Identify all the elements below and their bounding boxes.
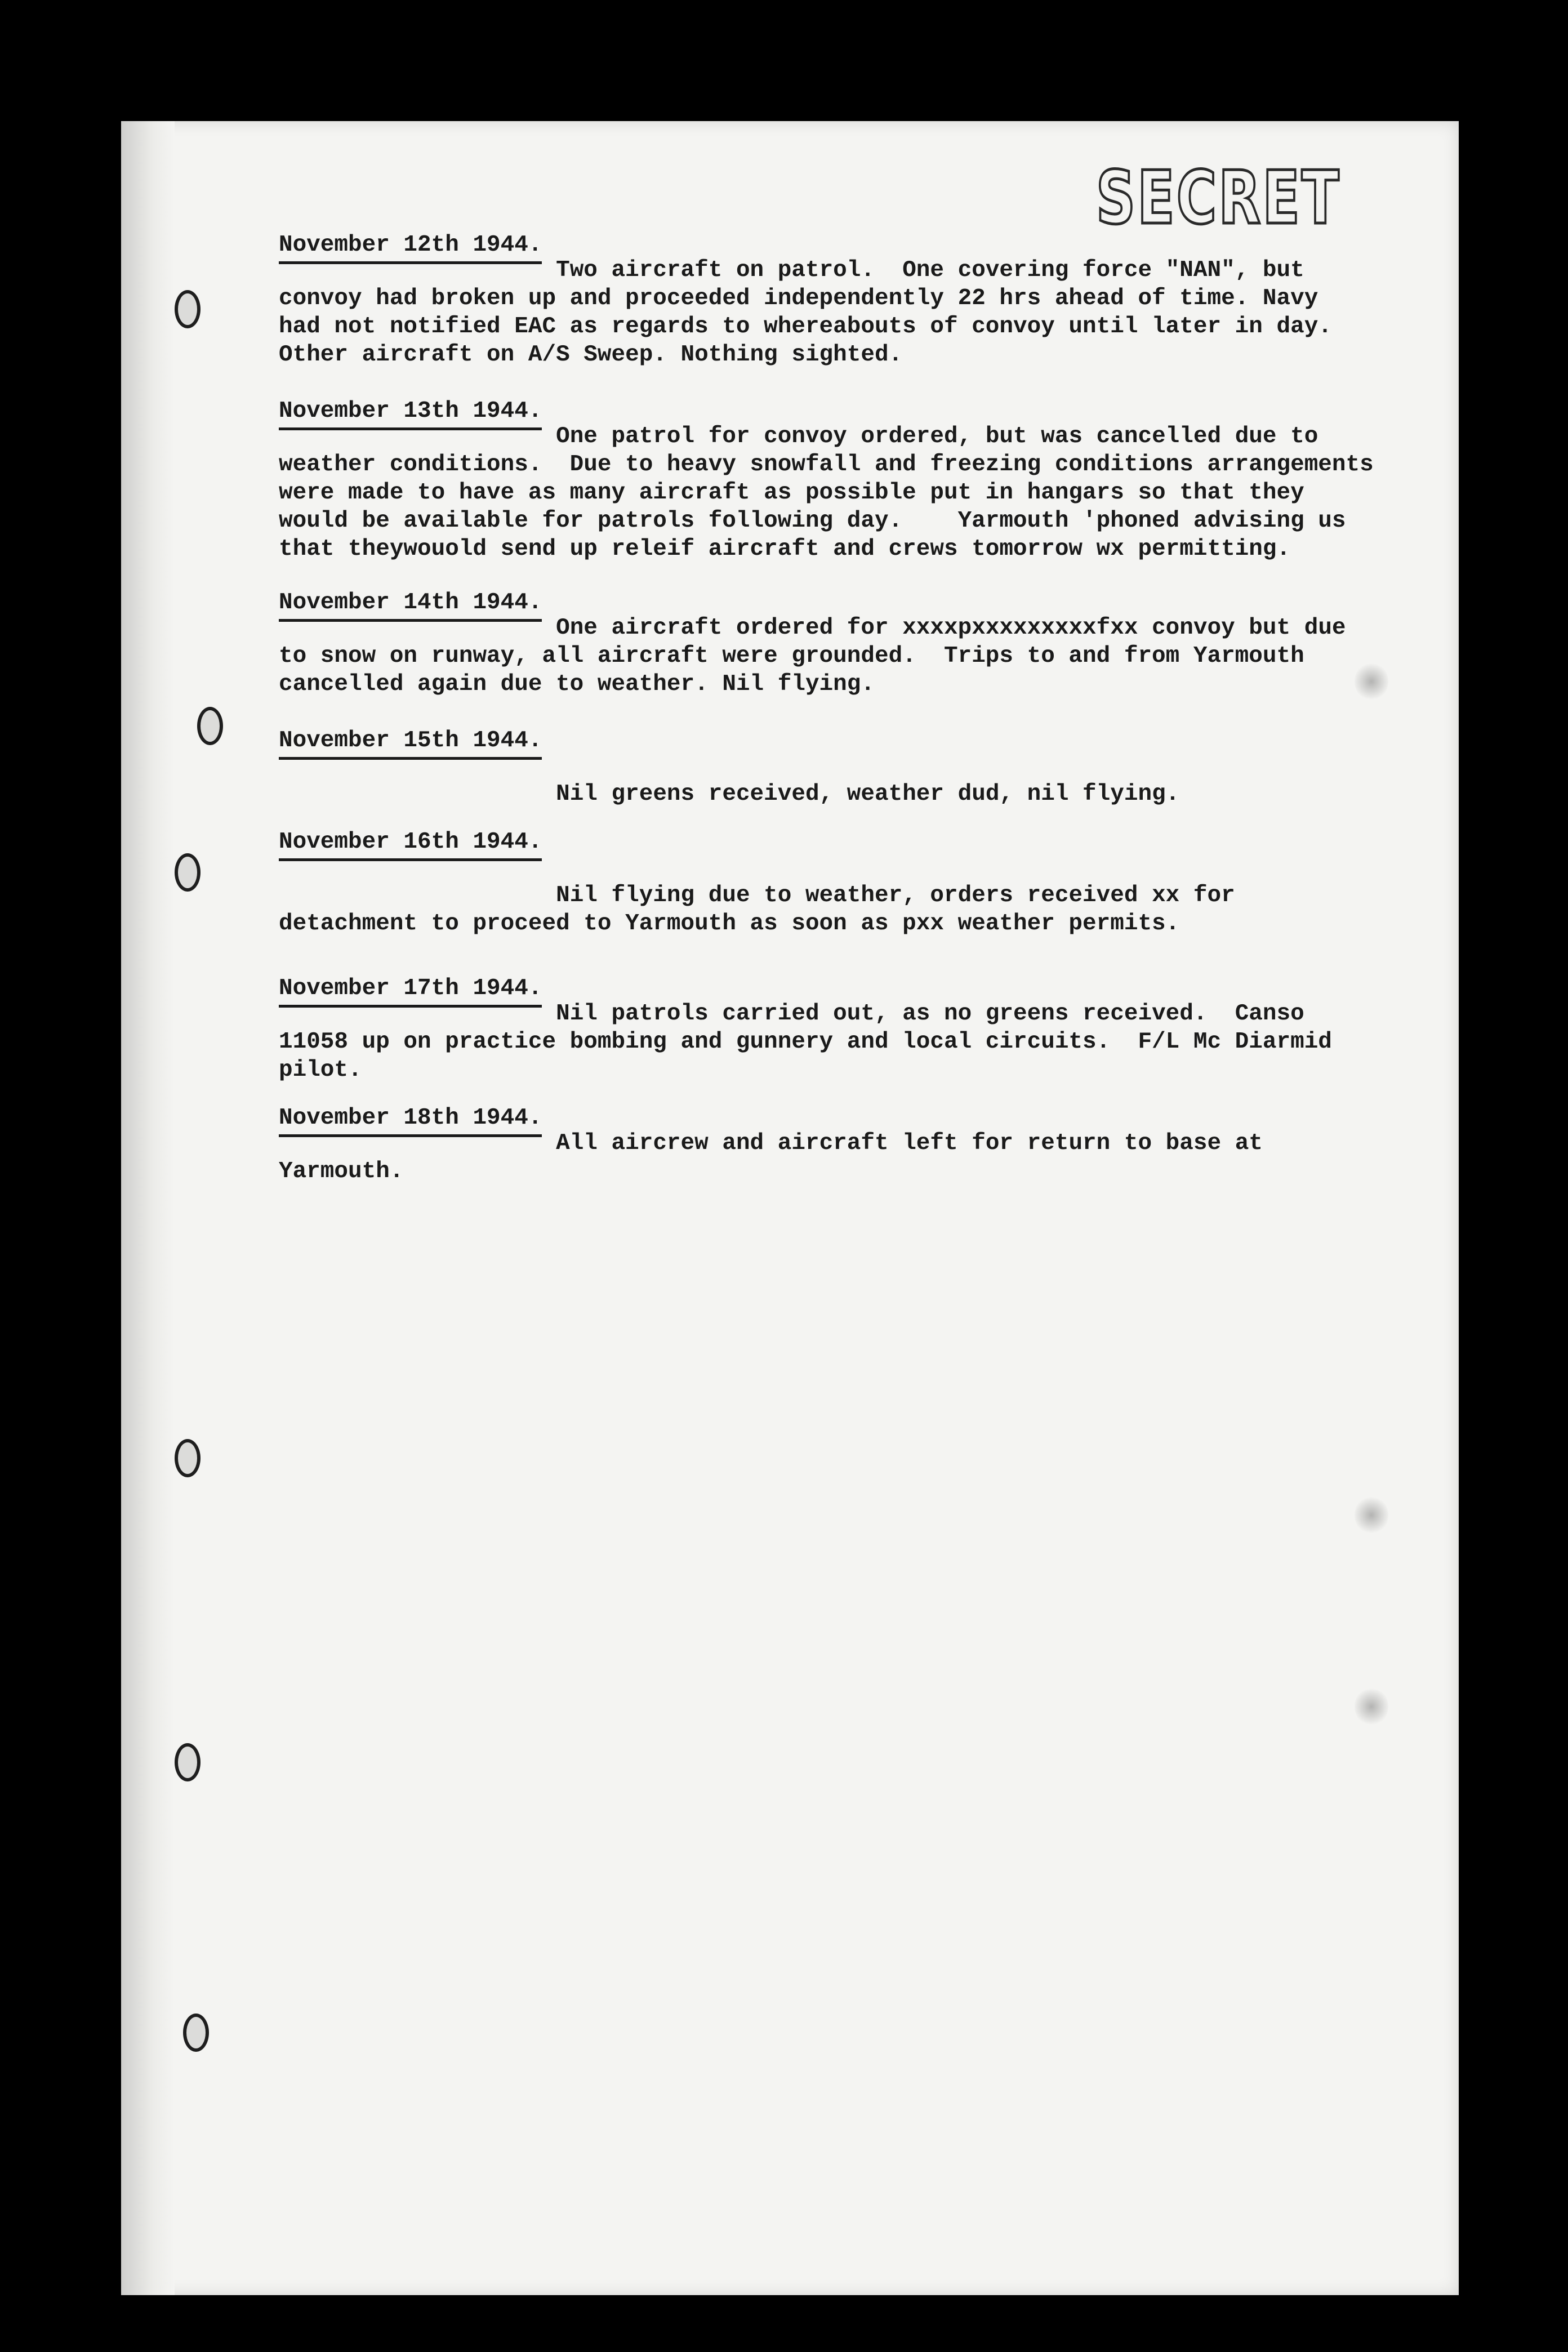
entry-date: November 18th 1944.: [279, 1104, 542, 1137]
entry-date: November 12th 1944.: [279, 231, 542, 264]
punch-hole: [175, 290, 201, 328]
entry-date: November 14th 1944.: [279, 589, 542, 622]
entry-text: Two aircraft on patrol. One covering force "NAN", but convoy had broken up and proceeded independently 22 hrs ahead of time. Navy had not notified EAC as regards to whereabouts of convoy until later in day. Other aircraft on A/S Sweep. Nothing sighted.: [279, 257, 1332, 368]
punch-hole: [197, 707, 223, 745]
log-entry: [279, 1104, 1377, 1186]
punch-hole: [183, 2014, 209, 2052]
log-entry: [279, 231, 1377, 369]
entry-text: One patrol for convoy ordered, but was cancelled due to weather conditions. Due to heavy snowfall and freezing conditions arrangements were made to have as many aircraft as possible put in hangars so that they would be available for patrols following day. Yarmouth 'phoned advising us that theywouold send up releif aircraft and crews tomorrow wx permitting.: [279, 424, 1374, 562]
entry-text: All aircrew and aircraft left for return to base at Yarmouth.: [279, 1130, 1263, 1184]
entry-text: Nil greens received, weather dud, nil flying.: [556, 781, 1180, 807]
log-entry: [279, 397, 1377, 563]
entry-text: Nil patrols carried out, as no greens received. Canso 11058 up on practice bombing and gunnery and local circuits. F/L Mc Diarmid pilot.: [279, 1001, 1332, 1083]
document-page: [121, 121, 1459, 2295]
secret-stamp: SECRET: [1095, 155, 1340, 240]
entry-date: November 16th 1944.: [279, 828, 542, 861]
page-smudge: [1355, 1687, 1388, 1726]
page-binding-edge: [121, 121, 175, 2295]
entry-date: November 13th 1944.: [279, 397, 542, 430]
entry-date: November 15th 1944.: [279, 727, 542, 760]
log-entry: [279, 589, 1377, 698]
log-entry: [279, 974, 1377, 1084]
page-smudge: [1355, 1495, 1388, 1535]
entry-text: Nil flying due to weather, orders received xx for detachment to proceed to Yarmouth as soon as pxx weather permits.: [279, 883, 1235, 937]
entry-date: November 17th 1944.: [279, 974, 542, 1008]
punch-hole: [175, 853, 201, 892]
entry-text: One aircraft ordered for xxxxpxxxxxxxxxfxx convoy but due to snow on runway, all aircraft were grounded. Trips to and from Yarmouth cancelled again due to weather. Nil flying.: [279, 615, 1346, 697]
punch-hole: [175, 1743, 201, 1781]
log-entry: [279, 828, 1377, 938]
punch-hole: [175, 1439, 201, 1477]
log-entry: [279, 727, 1377, 808]
